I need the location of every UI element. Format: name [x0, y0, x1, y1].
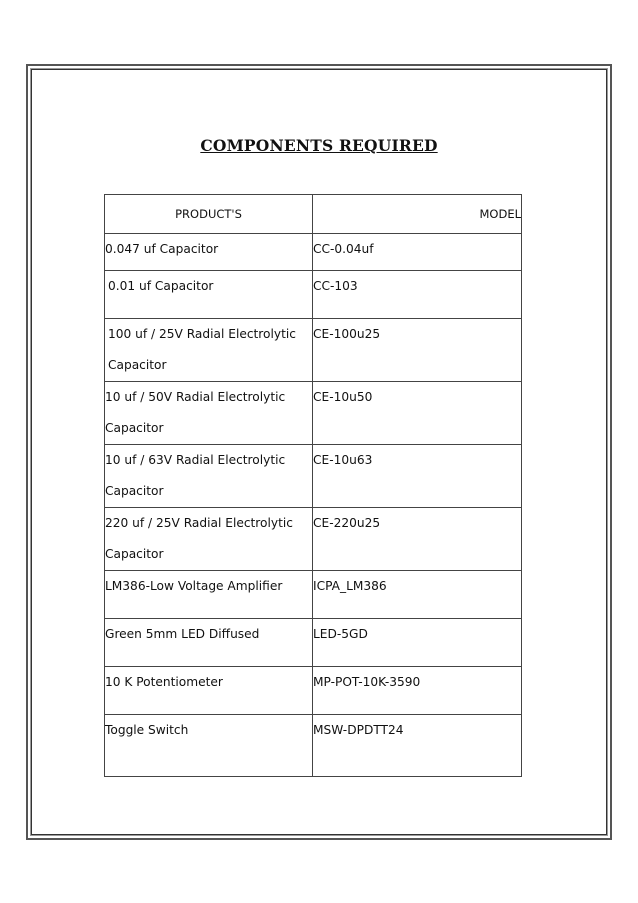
- model-cell: ICPA_LM386: [313, 571, 522, 619]
- model-cell: LED-5GD: [313, 619, 522, 667]
- product-cell: Green 5mm LED Diffused: [105, 619, 313, 667]
- product-cell: 10 uf / 50V Radial Electrolytic Capacitor: [105, 382, 313, 445]
- model-cell: CC-0.04uf: [313, 234, 522, 271]
- table-row: [105, 715, 522, 777]
- model-cell: CC-103: [313, 271, 522, 319]
- table-row: [105, 667, 522, 715]
- table-row: [105, 234, 522, 271]
- table-row: [105, 445, 522, 508]
- product-cell: 220 uf / 25V Radial Electrolytic Capacitor: [105, 508, 313, 571]
- product-cell: 0.047 uf Capacitor: [105, 234, 313, 271]
- model-cell: CE-220u25: [313, 508, 522, 571]
- model-cell: MSW-DPDTT24: [313, 715, 522, 777]
- table-row: [105, 571, 522, 619]
- model-cell: CE-10u63: [313, 445, 522, 508]
- table-header-row: [105, 195, 522, 234]
- page-title: COMPONENTS REQUIRED: [200, 136, 438, 155]
- header-product: PRODUCT'S: [105, 195, 313, 234]
- product-cell: Toggle Switch: [105, 715, 313, 777]
- product-cell: 10 uf / 63V Radial Electrolytic Capacitor: [105, 445, 313, 508]
- model-cell: CE-100u25: [313, 319, 522, 382]
- product-cell: 10 K Potentiometer: [105, 667, 313, 715]
- components-table: [104, 194, 522, 777]
- model-cell: MP-POT-10K-3590: [313, 667, 522, 715]
- table-row: [105, 508, 522, 571]
- table-row: [105, 319, 522, 382]
- table-row: [105, 619, 522, 667]
- model-cell: CE-10u50: [313, 382, 522, 445]
- header-model: MODEL: [313, 195, 522, 234]
- product-cell: LM386-Low Voltage Amplifier: [105, 571, 313, 619]
- product-cell: 0.01 uf Capacitor: [105, 271, 313, 319]
- table-row: [105, 271, 522, 319]
- table-row: [105, 382, 522, 445]
- product-cell: 100 uf / 25V Radial Electrolytic Capacitor: [105, 319, 313, 382]
